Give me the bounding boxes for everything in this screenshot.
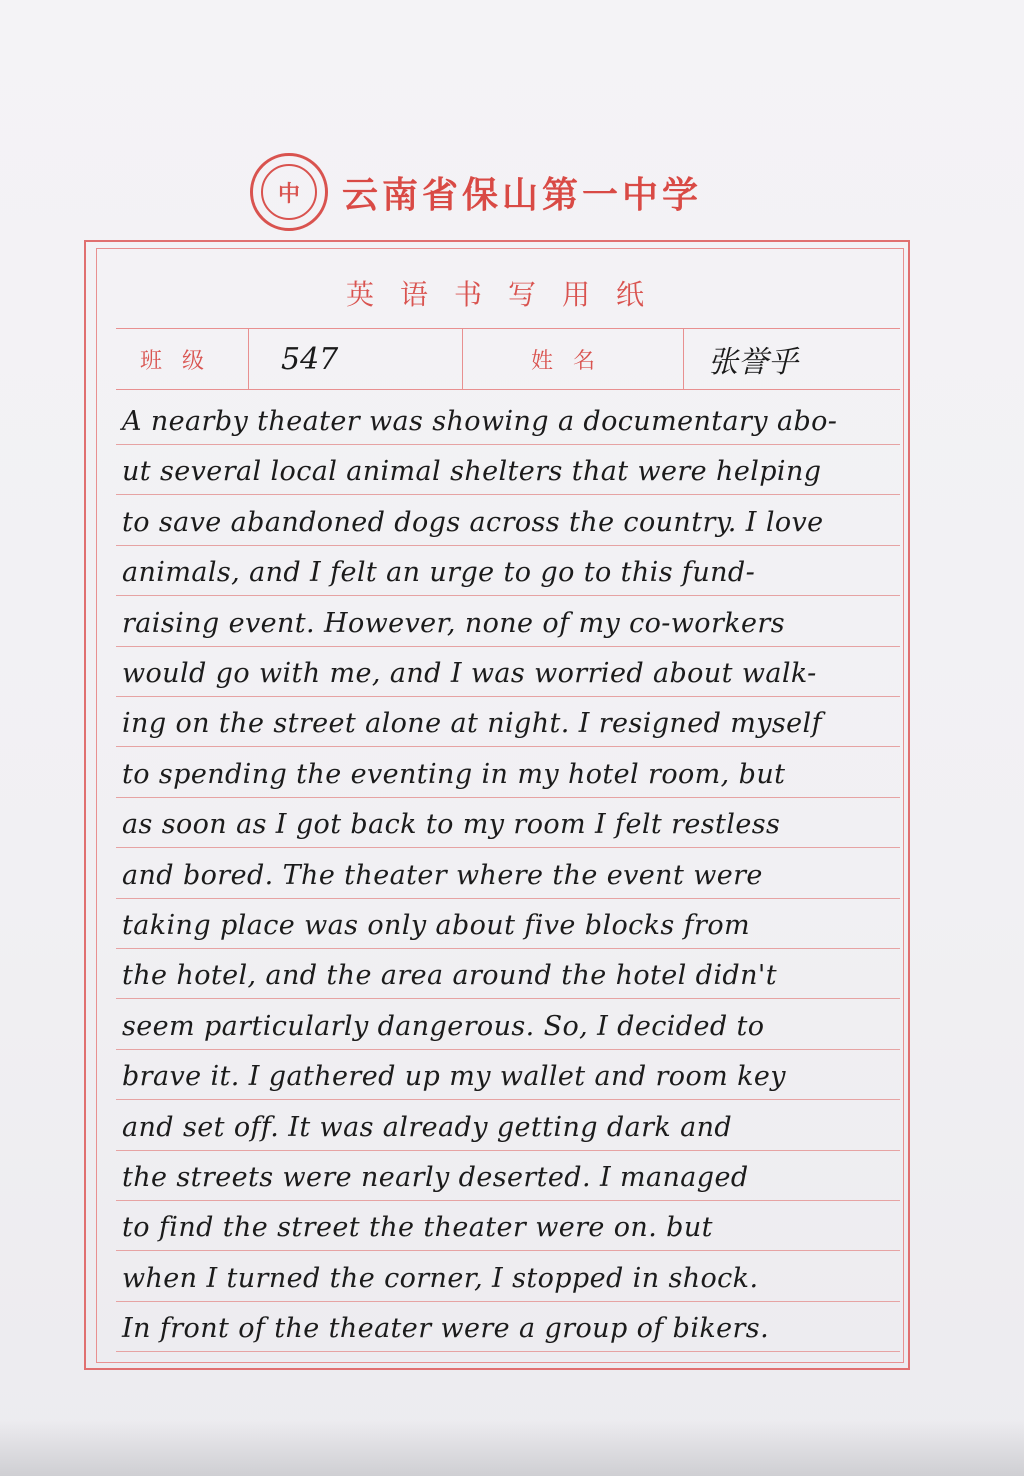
ruled-line — [116, 1301, 900, 1302]
essay-line: taking place was only about five blocks from — [122, 910, 751, 941]
essay-line: animals, and I felt an urge to go to this fund- — [122, 557, 756, 589]
essay-line: would go with me, and I was worried about walk- — [122, 658, 817, 689]
essay-line: A nearby theater was showing a documentary abo- — [122, 406, 838, 437]
ruled-line — [116, 746, 900, 747]
class-value: 547 — [281, 341, 339, 377]
essay-line: to find the street the theater were on. but — [122, 1212, 713, 1244]
ruled-line — [116, 545, 900, 546]
class-label: 班级 — [139, 348, 224, 374]
ruled-line — [116, 797, 900, 798]
ruled-line — [116, 1351, 900, 1352]
ruled-line — [116, 444, 900, 445]
essay-line: the hotel, and the area around the hotel didn't — [122, 960, 777, 992]
ruled-line — [116, 1049, 900, 1050]
essay-area — [116, 398, 900, 1358]
ruled-line — [116, 1250, 900, 1251]
sheet-title: 英语书写用纸 — [345, 278, 670, 311]
essay-line: and bored. The theater where the event were — [122, 859, 763, 891]
essay-line: ut several local animal shelters that were helping — [122, 456, 822, 488]
ruled-line — [116, 898, 900, 899]
essay-line: the streets were nearly deserted. I managed — [122, 1162, 749, 1193]
essay-line: seem particularly dangerous. So, I decided to — [122, 1010, 765, 1042]
seal-center: 中 — [261, 164, 317, 220]
name-value: 张誉乎 — [708, 345, 798, 380]
essay-line: when I turned the corner, I stopped in shock. — [122, 1262, 759, 1294]
ruled-line — [116, 1150, 900, 1151]
info-row — [116, 328, 900, 390]
ruled-line — [116, 1200, 900, 1201]
ruled-line — [116, 998, 900, 999]
ruled-line — [116, 948, 900, 949]
ruled-line — [116, 646, 900, 647]
essay-line: and set off. It was already getting dark and — [122, 1111, 733, 1143]
ruled-line — [116, 696, 900, 697]
school-header — [250, 152, 702, 232]
school-name: 云南省保山第一中学 — [342, 173, 703, 216]
essay-line: to save abandoned dogs across the country. I love — [122, 506, 824, 538]
essay-line: as soon as I got back to my room I felt restless — [122, 809, 781, 841]
page-shadow — [0, 1420, 1024, 1476]
school-seal-icon — [250, 153, 328, 231]
ruled-line — [116, 847, 900, 848]
essay-line: ing on the street alone at night. I resigned myself — [122, 708, 822, 740]
ruled-line — [116, 1099, 900, 1100]
essay-line: In front of the theater were a group of bikers. — [122, 1313, 770, 1345]
ruled-line — [116, 494, 900, 495]
essay-line: raising event. However, none of my co-workers — [122, 607, 785, 639]
essay-line: brave it. I gathered up my wallet and room key — [122, 1061, 786, 1093]
name-label: 姓名 — [530, 348, 615, 374]
ruled-line — [116, 595, 900, 596]
essay-line: to spending the eventing in my hotel room, but — [122, 758, 786, 790]
